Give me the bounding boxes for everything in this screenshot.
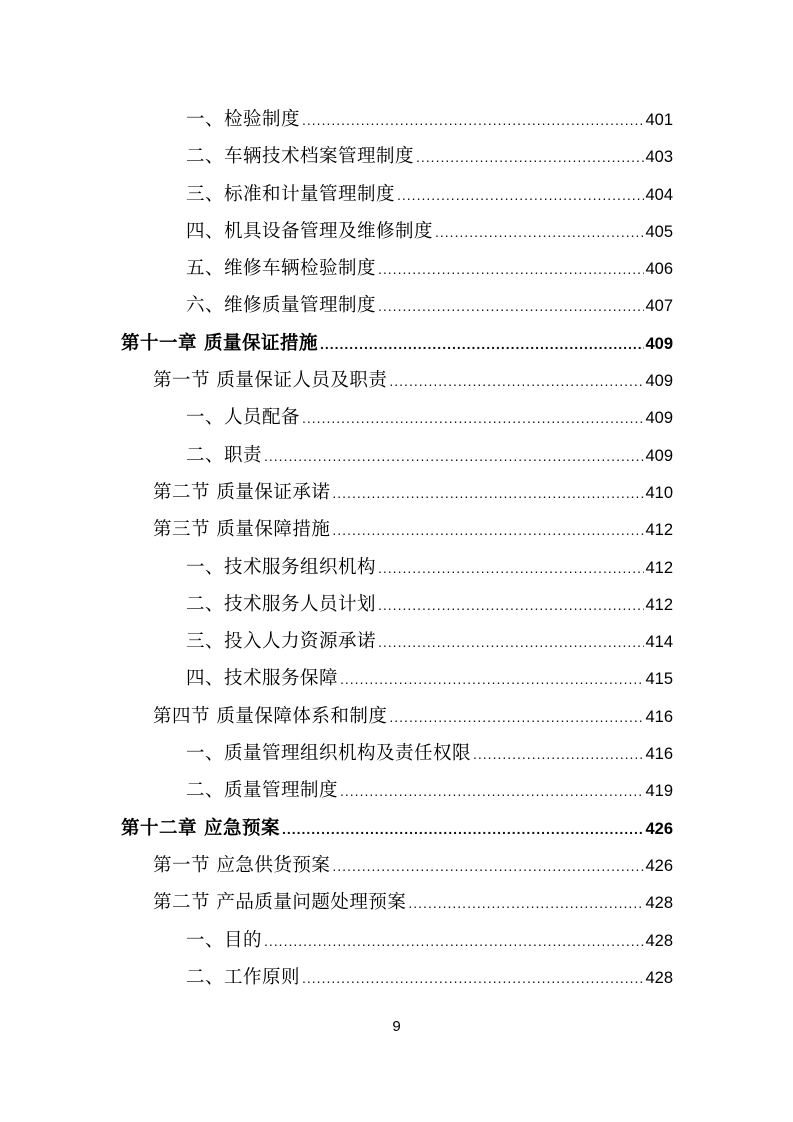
toc-entry-page: 409 (645, 409, 673, 428)
toc-section-title: 第二节 产品质量问题处理预案 (153, 892, 407, 914)
toc-dot-leader (378, 550, 644, 587)
toc-entry-page: 401 (645, 111, 673, 129)
toc-dot-leader (473, 736, 644, 773)
toc-entry-page: 419 (645, 782, 673, 801)
toc-entry-title: 一、人员配备 (186, 407, 301, 429)
toc-entry-title: 三、投入人力资源承诺 (186, 631, 377, 653)
toc-entry[interactable] (0, 660, 793, 697)
toc-entry-title: 一、质量管理组织机构及责任权限 (186, 743, 472, 765)
toc-entry[interactable] (0, 250, 793, 287)
toc-entry-title: 四、技术服务保障 (186, 668, 339, 690)
toc-entry-page: 428 (645, 931, 673, 950)
toc-entry-title: 三、标准和计量管理制度 (186, 183, 396, 205)
toc-dot-leader (302, 960, 644, 997)
toc-dot-leader (397, 177, 644, 214)
toc-chapter-page: 426 (645, 819, 673, 838)
toc-chapter-entry[interactable] (0, 810, 793, 847)
toc-dot-leader (389, 699, 644, 736)
toc-entry-page: 403 (645, 148, 673, 167)
toc-dot-leader (320, 326, 645, 363)
toc-entry-page: 416 (645, 745, 673, 764)
toc-entry[interactable] (0, 437, 793, 474)
toc-section-title: 第二节 质量保证承诺 (153, 481, 331, 503)
toc-entry-page: 412 (645, 595, 673, 614)
toc-entry-title: 一、技术服务组织机构 (186, 556, 377, 578)
toc-entry-title: 二、技术服务人员计划 (186, 593, 377, 615)
toc-entry-title: 二、车辆技术档案管理制度 (186, 146, 415, 168)
toc-entry-title: 二、质量管理制度 (186, 780, 339, 802)
toc-dot-leader (264, 923, 644, 960)
toc-entry-title: 一、目的 (186, 929, 263, 951)
toc-chapter-title: 第十一章 质量保证措施 (121, 332, 318, 354)
toc-entry-title: 二、职责 (186, 444, 263, 466)
toc-dot-leader (340, 661, 644, 698)
toc-section-title: 第三节 质量保障措施 (153, 519, 331, 541)
toc-section-page: 412 (645, 521, 673, 540)
toc-entry-page: 409 (645, 446, 673, 465)
toc-entry[interactable] (0, 549, 793, 586)
toc-section-entry[interactable] (0, 474, 793, 511)
toc-entry[interactable] (0, 287, 793, 324)
toc-entry-page: 407 (645, 297, 673, 316)
toc-entry[interactable] (0, 176, 793, 213)
toc-entry-page: 414 (645, 633, 673, 652)
toc-entry-title: 二、工作原则 (186, 966, 301, 988)
toc-section-entry[interactable] (0, 847, 793, 884)
page-number: 9 (392, 1018, 401, 1035)
toc-dot-leader (378, 251, 644, 288)
toc-entry[interactable] (0, 735, 793, 772)
toc-section-title: 第一节 质量保证人员及职责 (153, 370, 388, 392)
toc-section-page: 428 (645, 894, 673, 913)
toc-dot-leader (332, 512, 644, 549)
toc-dot-leader (332, 848, 644, 885)
toc-section-entry[interactable] (0, 511, 793, 548)
toc-dot-leader (264, 438, 644, 475)
toc-entry-title: 六、维修质量管理制度 (186, 295, 377, 317)
toc-entry[interactable] (0, 101, 793, 138)
toc-entry[interactable] (0, 213, 793, 250)
toc-dot-leader (332, 475, 644, 512)
toc-entry[interactable] (0, 586, 793, 623)
toc-dot-leader (389, 363, 644, 400)
toc-section-entry[interactable] (0, 884, 793, 921)
toc-dot-leader (302, 102, 644, 139)
toc-entry-title: 四、机具设备管理及维修制度 (186, 220, 434, 242)
toc-section-entry[interactable] (0, 698, 793, 735)
toc-entry[interactable] (0, 399, 793, 436)
toc-dot-leader (408, 885, 644, 922)
toc-entry[interactable] (0, 138, 793, 175)
toc-entry-page: 428 (645, 968, 673, 987)
toc-dot-leader (378, 587, 644, 624)
toc-dot-leader (302, 400, 644, 437)
toc-dot-leader (340, 773, 644, 810)
toc-chapter-page: 409 (645, 334, 673, 353)
toc-section-entry[interactable] (0, 362, 793, 399)
toc-section-page: 409 (645, 372, 673, 391)
toc-entry-title: 一、检验制度 (186, 109, 301, 130)
toc-entry[interactable] (0, 623, 793, 660)
toc-section-page: 426 (645, 856, 673, 875)
toc-chapter-title: 第十二章 应急预案 (121, 817, 280, 839)
toc-section-title: 第一节 应急供货预案 (153, 854, 331, 876)
toc-entry-page: 415 (645, 670, 673, 689)
toc-entry[interactable] (0, 959, 793, 996)
toc-entry[interactable] (0, 772, 793, 809)
toc-dot-leader (282, 811, 645, 848)
toc-chapter-entry[interactable] (0, 325, 793, 362)
toc-dot-leader (416, 139, 644, 176)
toc-entry[interactable] (0, 922, 793, 959)
toc-entry-page: 406 (645, 260, 673, 279)
toc-section-title: 第四节 质量保障体系和制度 (153, 705, 388, 727)
toc-section-page: 416 (645, 707, 673, 726)
table-of-contents (0, 101, 793, 996)
toc-entry-page: 412 (645, 558, 673, 577)
toc-section-page: 410 (645, 483, 673, 502)
toc-dot-leader (435, 214, 644, 251)
toc-entry-page: 405 (645, 222, 673, 241)
toc-entry-page: 404 (645, 185, 673, 204)
toc-dot-leader (378, 288, 644, 325)
toc-dot-leader (378, 624, 644, 661)
toc-entry-title: 五、维修车辆检验制度 (186, 258, 377, 280)
